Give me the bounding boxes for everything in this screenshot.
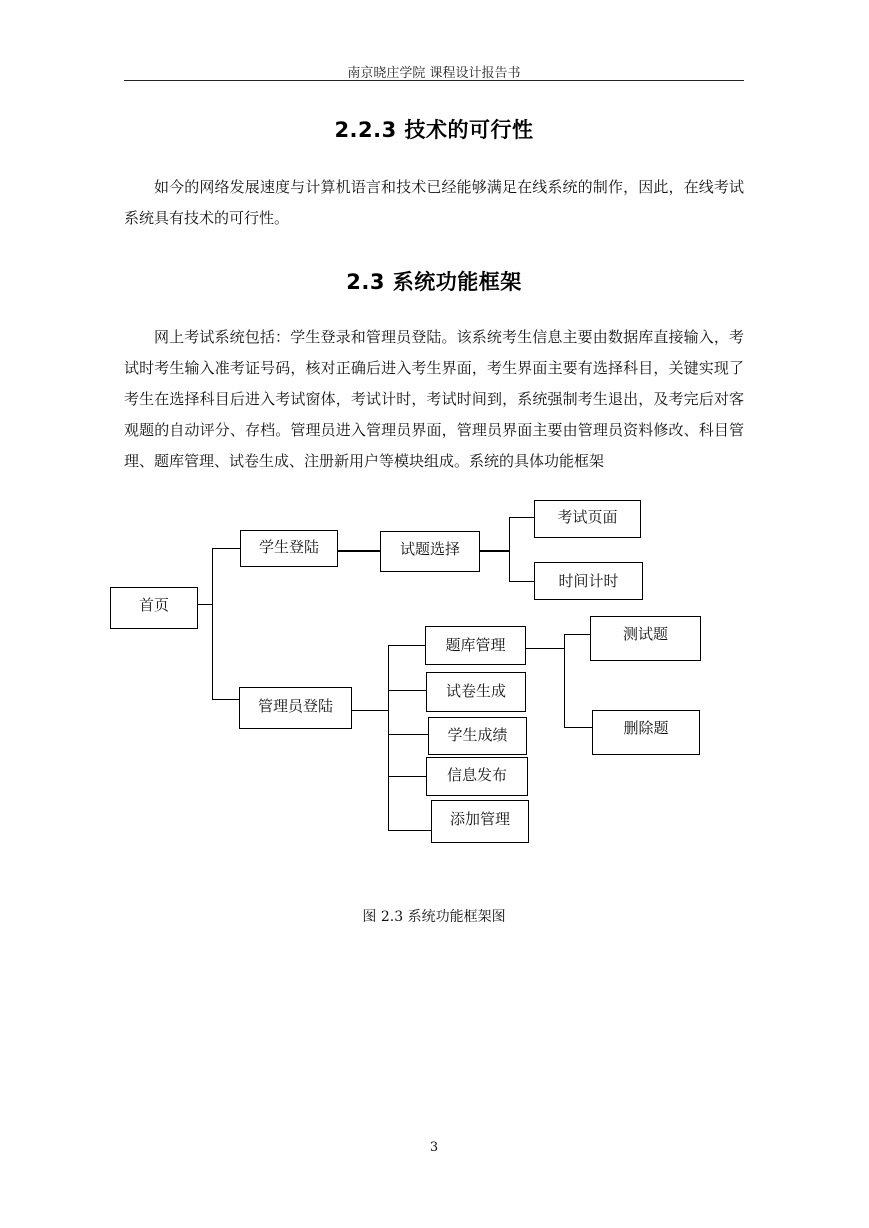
connector xyxy=(388,734,428,735)
connector xyxy=(388,645,425,646)
connector xyxy=(388,830,431,831)
connector xyxy=(212,548,240,549)
node-question-select: 试题选择 xyxy=(380,531,480,572)
node-home: 首页 xyxy=(110,587,198,629)
connector xyxy=(198,604,212,605)
connector xyxy=(352,710,389,711)
node-delete-question: 删除题 xyxy=(592,710,700,755)
system-function-diagram xyxy=(100,495,720,855)
connector xyxy=(509,581,534,582)
connector xyxy=(509,517,510,582)
connector xyxy=(564,634,590,635)
node-question-bank: 题库管理 xyxy=(425,626,526,665)
technical-feasibility-paragraph: 如今的网络发展速度与计算机语言和技术已经能够满足在线系统的制作，因此，在线考试系统具有技术的可行性。 xyxy=(124,178,744,227)
connector xyxy=(388,645,389,831)
node-student-login: 学生登陆 xyxy=(240,530,338,567)
header-divider xyxy=(124,80,744,81)
figure-caption: 图 2.3 系统功能框架图 xyxy=(362,909,506,925)
connector xyxy=(509,517,534,518)
section-heading-technical-feasibility: 2.2.3 技术的可行性 xyxy=(334,118,534,142)
connector xyxy=(564,634,565,728)
connector xyxy=(480,550,509,552)
node-student-score: 学生成绩 xyxy=(428,717,527,755)
connector xyxy=(526,648,564,649)
node-test-question: 测试题 xyxy=(590,616,701,661)
connector xyxy=(212,548,213,699)
page-header: 南京晓庄学院 课程设计报告书 xyxy=(347,66,521,81)
connector xyxy=(388,776,426,777)
connector xyxy=(388,690,426,691)
node-admin-login: 管理员登陆 xyxy=(239,687,352,729)
connector xyxy=(564,727,592,728)
section-heading-system-framework: 2.3 系统功能框架 xyxy=(346,270,522,294)
connector xyxy=(212,699,239,700)
connector xyxy=(338,550,380,552)
node-add-manage: 添加管理 xyxy=(431,800,529,843)
page-number: 3 xyxy=(429,1140,439,1155)
node-paper-generate: 试卷生成 xyxy=(426,672,526,712)
system-framework-paragraph: 网上考试系统包括：学生登录和管理员登陆。该系统考生信息主要由数据库直接输入，考试时考生输入准考证号码，核对正确后进入考生界面，考生界面主要有选择科目，关键实现了考生在选择科目后进入考试窗体，考试计时，考试时间到，系统强制考生退出，及考完后对客观题的自动评分、存档。管理员进入管理员界面，管理员界面主要由管理员资料修改、科目管理、题库管理、试卷生成、注册新用户等模块组成。系统的具体功能框架 xyxy=(124,328,744,470)
node-exam-page: 考试页面 xyxy=(534,500,641,538)
node-info-publish: 信息发布 xyxy=(426,757,528,796)
node-timer: 时间计时 xyxy=(534,562,643,600)
